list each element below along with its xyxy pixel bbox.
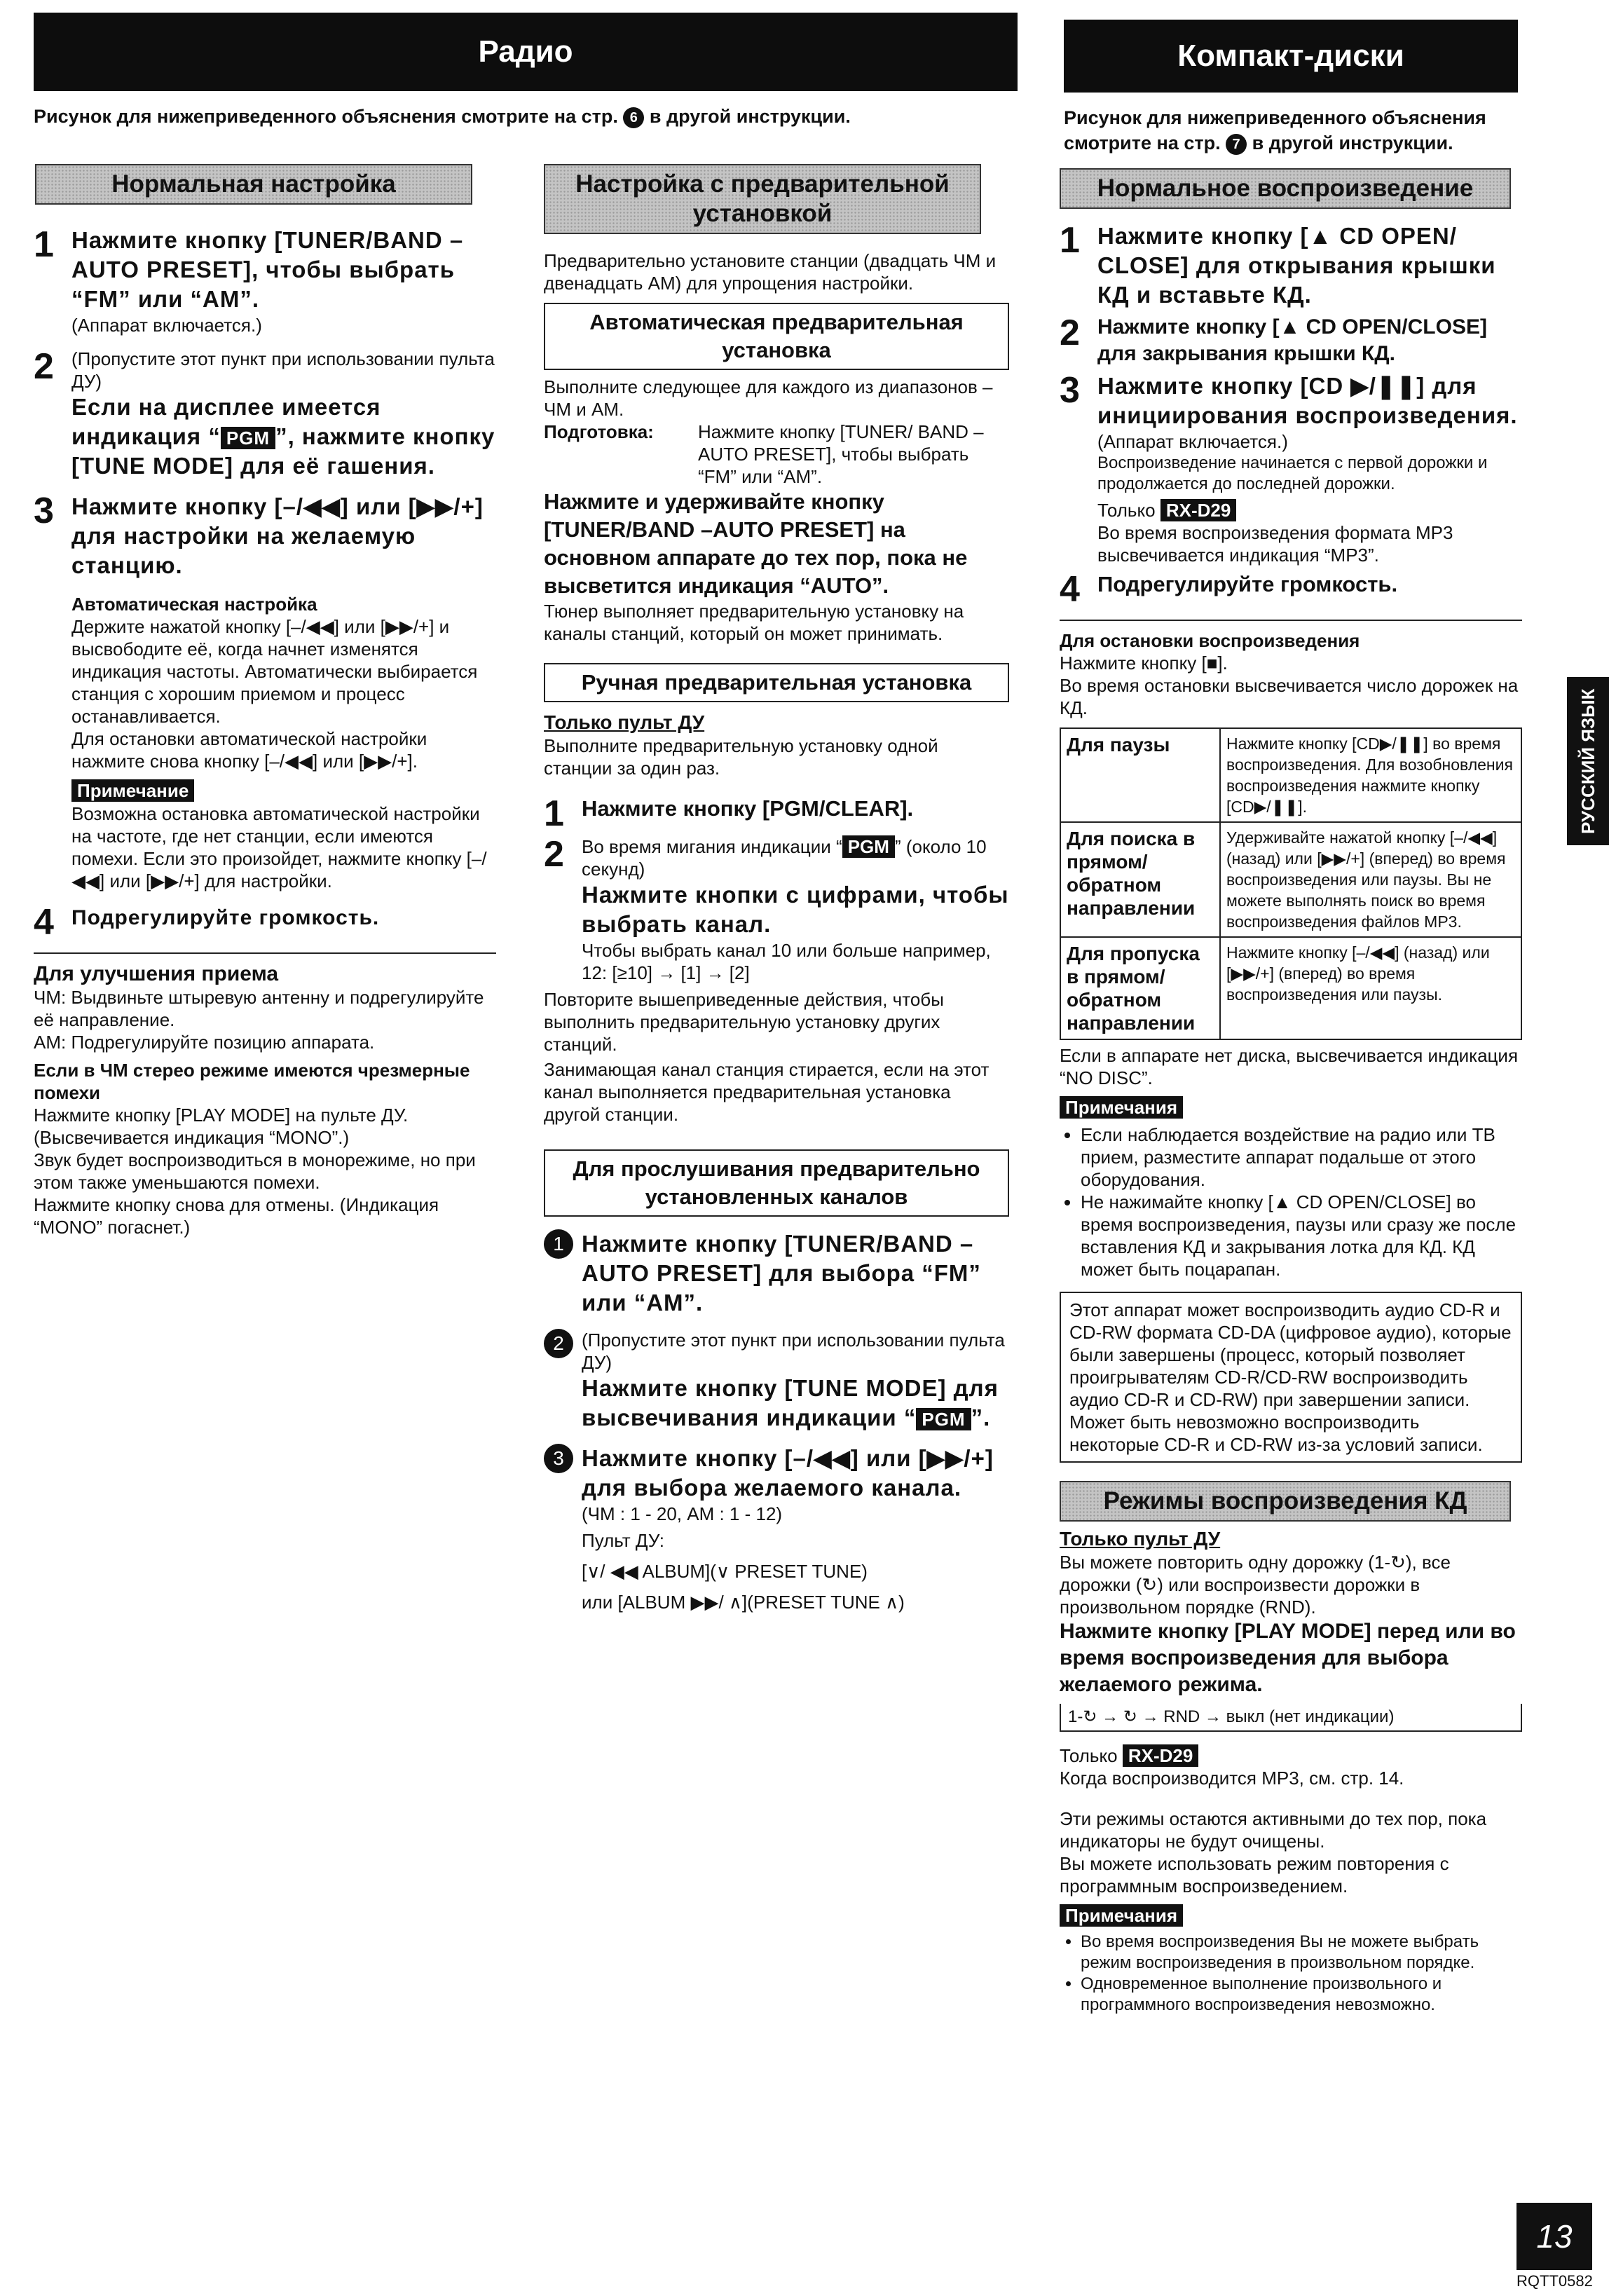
page-ref-6: 6 — [623, 107, 644, 128]
page-ref-7: 7 — [1226, 134, 1247, 155]
cd-step-4: 4 Подрегулируйте громкость. — [1060, 569, 1398, 610]
table-row: Для поиска в прямом/ обратном направлении Удерживайте нажатой кнопку [–/◀◀] (назад) или [▶▶/+] (вперед) во время воспроизведения или паузы. Вы не можете выполнять поиск во время воспроизведения файлов MP3. — [1060, 822, 1521, 937]
manual-step-1: 1 Нажмите кнопку [PGM/CLEAR]. — [544, 793, 914, 834]
list-item: • Одновременное выполнение произвольного и программного воспроизведения невозможно. — [1081, 1974, 1522, 2016]
radio-normal-column: Нормальная настройка 1 Нажмите кнопку [TUNER/BAND –AUTO PRESET], чтобы выбрать “FM” или “AM”. (Аппарат включается.) 2 (Пропустите этот пункт при использовании пульта ДУ) Если на дисплее имеется индикация “ PGM ”, нажмите кнопку [TUNE MODE] для её гашения. 3 Нажмите кнопку [–/◀◀] или [▶▶/+] для настройки на желаемую станцию. Автоматическая настройка Держите нажатой кнопку [–/◀◀] или [▶▶/+] и высвободите её, когда начнет изменятся индикация частоты. Автоматически выбирается станция с хорошим приемом и процесс останавливается. Для остановки автоматической настройки нажмите снова кнопку [–/◀◀] или [▶▶/+]. Примечание Возможна остановка автоматической настройки на частоте, где нет станции, если имеются помехи. Если это произойдет, нажмите кнопку [–/◀◀] или [▶▶/+] для настройки. 4 Подрегулируйте громкость. Для улучшения приема ЧМ: Выдвиньте штыревую антенну и подрегулируйте её направление. АМ: Подрегулируйте позицию аппарата. Если в ЧМ стерео режиме имеются чрезмерные помехи Нажмите кнопку [PLAY MODE] на пульте ДУ. (Высвечивается индикация “MONO”.) Звук будет воспроизводиться в монорежиме, но при этом также уменьшаются помехи. Нажмите кнопку снова для отмены. (Индикация “MONO” погаснет.) — [34, 164, 496, 1238]
cd-notes — [1060, 1123, 1522, 1280]
list-item: • Не нажимайте кнопку [▲ CD OPEN/CLOSE] во время воспроизведения, паузы или сразу же после вставления КД и закрывания лотка для КД. КД может быть поцарапан. — [1081, 1191, 1522, 1280]
normal-tuning-heading: Нормальная настройка — [35, 164, 472, 205]
divider — [1060, 620, 1522, 621]
tuning-step-2: 2 (Пропустите этот пункт при использовании пульта ДУ) Если на дисплее имеется индикация “ PGM ”, нажмите кнопку [TUNE MODE] для её гашения. — [34, 346, 495, 479]
cd-normal-heading: Нормальное воспроизведение — [1060, 168, 1511, 209]
pgm-indicator: PGM — [842, 835, 895, 858]
cd-intro: Рисунок для нижеприведенного объяснения смотрите на стр. 7 в другой инструкции. — [1064, 107, 1486, 153]
page-number: 13 — [1516, 2203, 1592, 2270]
note-label: Примечание — [71, 779, 194, 802]
radio-intro: Рисунок для нижеприведенного объяснения смотрите на стр. 6 в другой инструкции. — [34, 106, 851, 127]
cd-title: Компакт-диски — [1177, 39, 1404, 73]
cd-column: Нормальное воспроизведение 1 Нажмите кнопку [▲ CD OPEN/ CLOSE] для открывания крышки КД и вставьте КД. 2 Нажмите кнопку [▲ CD OPEN/CLOSE] для закрывания крышки КД. 3 Нажмите кнопку [CD ▶/❚❚] для инициирования воспроизведения. (Аппарат включается.) Воспроизведение начинается с первой дорожки и продолжается до последней дорожки. Только RX-D29 Во время воспроизведения формата MP3 высвечивается индикация “MP3”. 4 Подрегулируйте громкость. Для остановки воспроизведения Нажмите кнопку [■]. Во время остановки высвечивается число дорожек на КД. Для паузы Нажмите кнопку [CD▶/❚❚] во время воспроизведения. Для возобновления воспроизведения нажмите кнопку [CD▶/❚❚]. Для поиска в прямом/ обратном направлении Удерживайте нажатой кнопку [–/◀◀] (назад) или [▶▶/+] (вперед) во время воспроизведения или паузы. Вы не можете выполнять поиск во время воспроизведения файлов MP3. Для пропуска в прямом/ обратном направлении Нажмите кнопку [–/◀◀] (назад) или [▶▶/+] (вперед) во время воспроизведения или паузы. Если в аппарате нет диска, высвечивается индикация “NO DISC”. Примечания • Если наблюдается воздействие на радио или ТВ прием, разместите аппарат подальше от этого оборудования. • Не нажимайте кнопку [▲ CD OPEN/CLOSE] во время воспроизведения, паузы или сразу же после вставления КД и закрывания лотка для КД. КД может быть поцарапан. Этот аппарат может воспроизводить аудио CD-R и CD-RW формата CD-DA (цифровое аудио), которые были завершены (процесс, который позволяет проигрывателям CD-R/CD-RW воспроизводить аудио CD-R и CD-RW) при завершении записи. Может быть невозможно воспроизводить некоторые CD-R и CD-RW из-за условий записи. Режимы воспроизведения КД Только пульт ДУ Вы можете повторить одну дорожку (1-↻), все дорожки (↻) или воспроизвести дорожки в произвольном порядке (RND). Нажмите кнопку [PLAY MODE] перед или во время воспроизведения для выбора желаемого режима. 1-↻ → ↻ → RND → выкл (нет индикации) Только RX-D29 Когда воспроизводится MP3, см. стр. 14. Эти режимы остаются активными до тех пор, пока индикаторы не будут очищены. Вы можете использовать режим повторения с программным воспроизведением. Примечания • Во время воспроизведения Вы не можете выбрать режим воспроизведения в произвольном порядке. • Одновременное выполнение произвольного и программного воспроизведения невозможно. — [1060, 168, 1522, 2016]
table-row: Для пропуска в прямом/ обратном направлении Нажмите кнопку [–/◀◀] (назад) или [▶▶/+] (вперед) во время воспроизведения или паузы. — [1060, 937, 1521, 1039]
stop-title: Для остановки воспроизведения — [1060, 630, 1360, 651]
preset-heading: Настройка с предварительной установкой — [544, 164, 981, 234]
modes-notes — [1060, 1932, 1522, 2016]
language-tab: РУССКИЙ ЯЗЫК — [1567, 677, 1609, 845]
notes-label: Примечания — [1060, 1096, 1183, 1119]
cd-modes-heading: Режимы воспроизведения КД — [1060, 1481, 1511, 1522]
model-badge: RX-D29 — [1160, 499, 1236, 521]
pgm-indicator: PGM — [916, 1408, 971, 1430]
listen-step-2: 2 (Пропустите этот пункт при использовании пульта ДУ) Нажмите кнопку [TUNE MODE] для высвечивания индикации “ PGM ”. — [544, 1329, 1009, 1433]
tuning-step-4: 4 Подрегулируйте громкость. — [34, 902, 380, 943]
auto-preset-heading: Автоматическая предварительная установка — [544, 303, 1009, 370]
listen-step-1: 1 Нажмите кнопку [TUNER/BAND –AUTO PRESET] для выбора “FM” или “AM”. — [544, 1229, 1009, 1318]
cd-operations-table — [1060, 727, 1522, 1040]
tuning-step-3: 3 Нажмите кнопку [–/◀◀] или [▶▶/+] для настройки на желаемую станцию. Автоматическая настройка Держите нажатой кнопку [–/◀◀] или [▶▶/+] и высвободите её, когда начнет изменятся индикация частоты. Автоматически выбирается станция с хорошим приемом и процесс останавливается. Для остановки автоматической настройки нажмите снова кнопку [–/◀◀] или [▶▶/+]. Примечание Возможна остановка автоматической настройки на частоте, где нет станции, если имеются помехи. Если это произойдет, нажмите кнопку [–/◀◀] или [▶▶/+] для настройки. — [34, 492, 496, 892]
pgm-indicator: PGM — [221, 427, 275, 449]
tuning-step-1: 1 Нажмите кнопку [TUNER/BAND –AUTO PRESET], чтобы выбрать “FM” или “AM”. (Аппарат включается.) — [34, 224, 464, 336]
mode-cycle-diagram: 1-↻ → ↻ → RND → выкл (нет индикации) — [1060, 1704, 1522, 1732]
radio-preset-column: Настройка с предварительной установкой Предварительно установите станции (двадцать ЧМ и двенадцать АМ) для упрощения настройки. Автоматическая предварительная установка Выполните следующее для каждого из диапазонов – ЧМ и АМ. Подготовка: Нажмите кнопку [TUNER/ BAND –AUTO PRESET], чтобы выбрать “FM” или “AM”. Нажмите и удерживайте кнопку [TUNER/BAND –AUTO PRESET] на основном аппарате до тех пор, пока не высветится индикация “AUTO”. Тюнер выполняет предварительную установку на каналы станций, который он может принимать. Ручная предварительная установка Только пульт ДУ Выполните предварительную установку одной станции за один раз. 1 Нажмите кнопку [PGM/CLEAR]. 2 Во время мигания индикации “ PGM ” (около 10 секунд) Нажмите кнопки с цифрами, чтобы выбрать канал. Чтобы выбрать канал 10 или больше например, 12: [≥10] → [1] → [2] Повторите вышеприведенные действия, чтобы выполнить предварительную установку других станций. Занимающая канал станция стирается, если на этот канал выполняется предварительная установка другой станции. Для прослушивания предварительно установленных каналов 1 Нажмите кнопку [TUNER/BAND –AUTO PRESET] для выбора “FM” или “AM”. 2 (Пропустите этот пункт при использовании пульта ДУ) Нажмите кнопку [TUNE MODE] для высвечивания индикации “ PGM ”. 3 Нажмите кнопку [–/◀◀] или [▶▶/+] для выбора желаемого канала. (ЧМ : 1 - 20, АМ : 1 - 12) Пульт ДУ: [∨/ ◀◀ ALBUM](∨ PRESET TUNE) или [ALBUM ▶▶/ ∧](PRESET TUNE ∧) — [544, 164, 1009, 1613]
table-row: Для паузы Нажмите кнопку [CD▶/❚❚] во время воспроизведения. Для возобновления воспроизведения нажмите кнопку [CD▶/❚❚]. — [1060, 728, 1521, 822]
remote-only-label: Только пульт ДУ — [544, 711, 705, 733]
cd-step-3: 3 Нажмите кнопку [CD ▶/❚❚] для инициирования воспроизведения. (Аппарат включается.) Воспроизведение начинается с первой дорожки и продолжается до последней дорожки. Только RX-D29 Во время воспроизведения формата MP3 высвечивается индикация “MP3”. — [1060, 370, 1518, 566]
divider — [34, 952, 496, 954]
auto-tuning-title: Автоматическая настройка — [71, 594, 317, 615]
notes-label: Примечания — [1060, 1904, 1183, 1927]
document-code: RQTT0582 — [1516, 2272, 1593, 2290]
cdr-info-box: Этот аппарат может воспроизводить аудио CD-R и CD-RW формата CD-DA (цифровое аудио), которые были завершены (процесс, который позволяет проигрывателям CD-R/CD-RW воспроизводить аудио CD-R и CD-RW) при завершении записи. Может быть невозможно воспроизводить некоторые CD-R и CD-RW из-за условий записи. — [1060, 1292, 1522, 1463]
cd-step-2: 2 Нажмите кнопку [▲ CD OPEN/CLOSE] для закрывания крышки КД. — [1060, 313, 1487, 365]
improve-title: Для улучшения приема — [34, 962, 279, 985]
manual-step-2: 2 Во время мигания индикации “ PGM ” (около 10 секунд) Нажмите кнопки с цифрами, чтобы выбрать канал. Чтобы выбрать канал 10 или больше например, 12: [≥10] → [1] → [2] — [544, 834, 1009, 983]
remote-only-label: Только пульт ДУ — [1060, 1528, 1221, 1550]
manual-preset-heading: Ручная предварительная установка — [544, 663, 1009, 702]
list-item: • Во время воспроизведения Вы не можете выбрать режим воспроизведения в произвольном порядке. — [1081, 1932, 1522, 1974]
cd-banner — [1064, 20, 1518, 93]
listen-step-3: 3 Нажмите кнопку [–/◀◀] или [▶▶/+] для выбора желаемого канала. (ЧМ : 1 - 20, АМ : 1 - 12) Пульт ДУ: [∨/ ◀◀ ALBUM](∨ PRESET TUNE) или [ALBUM ▶▶/ ∧](PRESET TUNE ∧) — [544, 1444, 1009, 1613]
radio-banner — [34, 13, 1018, 91]
radio-title: Радио — [478, 34, 573, 69]
cd-step-1: 1 Нажмите кнопку [▲ CD OPEN/ CLOSE] для открывания крышки КД и вставьте КД. — [1060, 220, 1496, 308]
list-item: • Если наблюдается воздействие на радио или ТВ прием, разместите аппарат подальше от этого оборудования. — [1081, 1123, 1522, 1191]
model-badge: RX-D29 — [1123, 1744, 1198, 1767]
listen-preset-heading: Для прослушивания предварительно установленных каналов — [544, 1149, 1009, 1217]
